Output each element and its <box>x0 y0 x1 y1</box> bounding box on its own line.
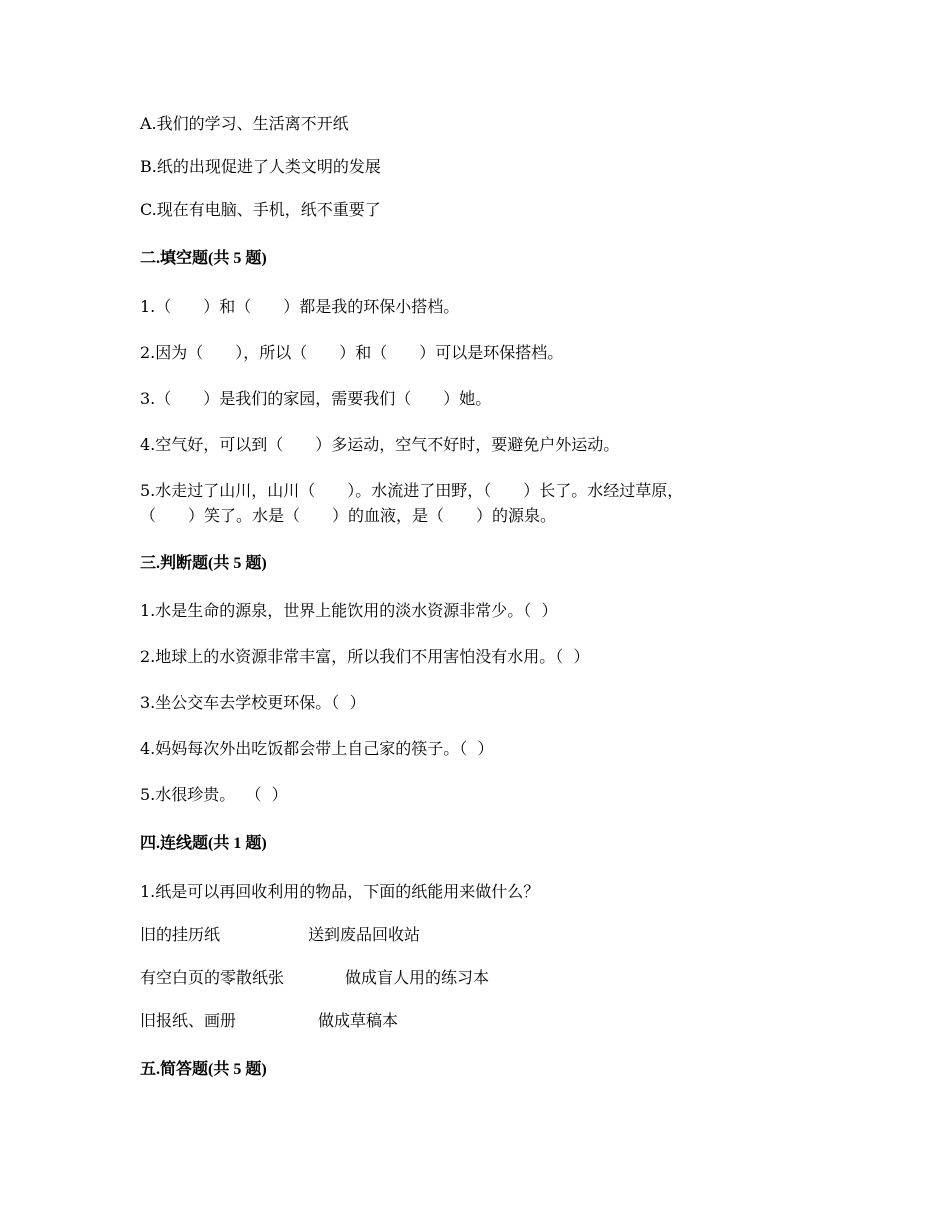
matching-left-item-1: 旧的挂历纸 <box>140 925 221 944</box>
true-false-item-5: 5.水很珍贵。 （ ） <box>140 785 288 804</box>
true-false-item-3: 3.坐公交车去学校更环保。（ ） <box>140 693 366 712</box>
matching-question: 1.纸是可以再回收利用的物品，下面的纸能用来做什么？ <box>140 882 540 901</box>
true-false-item-1: 1.水是生命的源泉，世界上能饮用的淡水资源非常少。（ ） <box>140 601 558 620</box>
option-a: A.我们的学习、生活离不开纸 <box>140 114 349 133</box>
fill-blank-item-5-line-1: 5.水走过了山川，山川（ ）。水流进了田野，（ ）长了。水经过草原， <box>140 481 684 500</box>
section-heading-fill-blank: 二.填空题(共 5 题) <box>140 250 267 267</box>
option-c: C.现在有电脑、手机，纸不重要了 <box>140 200 381 219</box>
matching-right-item-1: 送到废品回收站 <box>308 925 421 944</box>
matching-right-item-3: 做成草稿本 <box>318 1011 399 1030</box>
fill-blank-item-2: 2.因为（ ），所以（ ）和（ ）可以是环保搭档。 <box>140 343 564 362</box>
fill-blank-item-5-line-2: （ ）笑了。水是（ ）的血液，是（ ）的源泉。 <box>140 506 557 525</box>
fill-blank-item-3: 3.（ ）是我们的家园，需要我们（ ）她。 <box>140 389 492 408</box>
fill-blank-item-4: 4.空气好，可以到（ ）多运动，空气不好时，要避免户外运动。 <box>140 435 620 454</box>
matching-right-item-2: 做成盲人用的练习本 <box>345 968 490 987</box>
section-heading-matching: 四.连线题(共 1 题) <box>140 835 267 852</box>
section-heading-true-false: 三.判断题(共 5 题) <box>140 555 267 572</box>
section-heading-short-answer: 五.简答题(共 5 题) <box>140 1061 267 1078</box>
true-false-item-4: 4.妈妈每次外出吃饭都会带上自己家的筷子。（ ） <box>140 739 494 758</box>
option-b: B.纸的出现促进了人类文明的发展 <box>140 157 381 176</box>
matching-left-item-2: 有空白页的零散纸张 <box>140 968 285 987</box>
fill-blank-item-1: 1.（ ）和（ ）都是我的环保小搭档。 <box>140 297 460 316</box>
matching-left-item-3: 旧报纸、画册 <box>140 1011 237 1030</box>
true-false-item-2: 2.地球上的水资源非常丰富，所以我们不用害怕没有水用。（ ） <box>140 647 590 666</box>
